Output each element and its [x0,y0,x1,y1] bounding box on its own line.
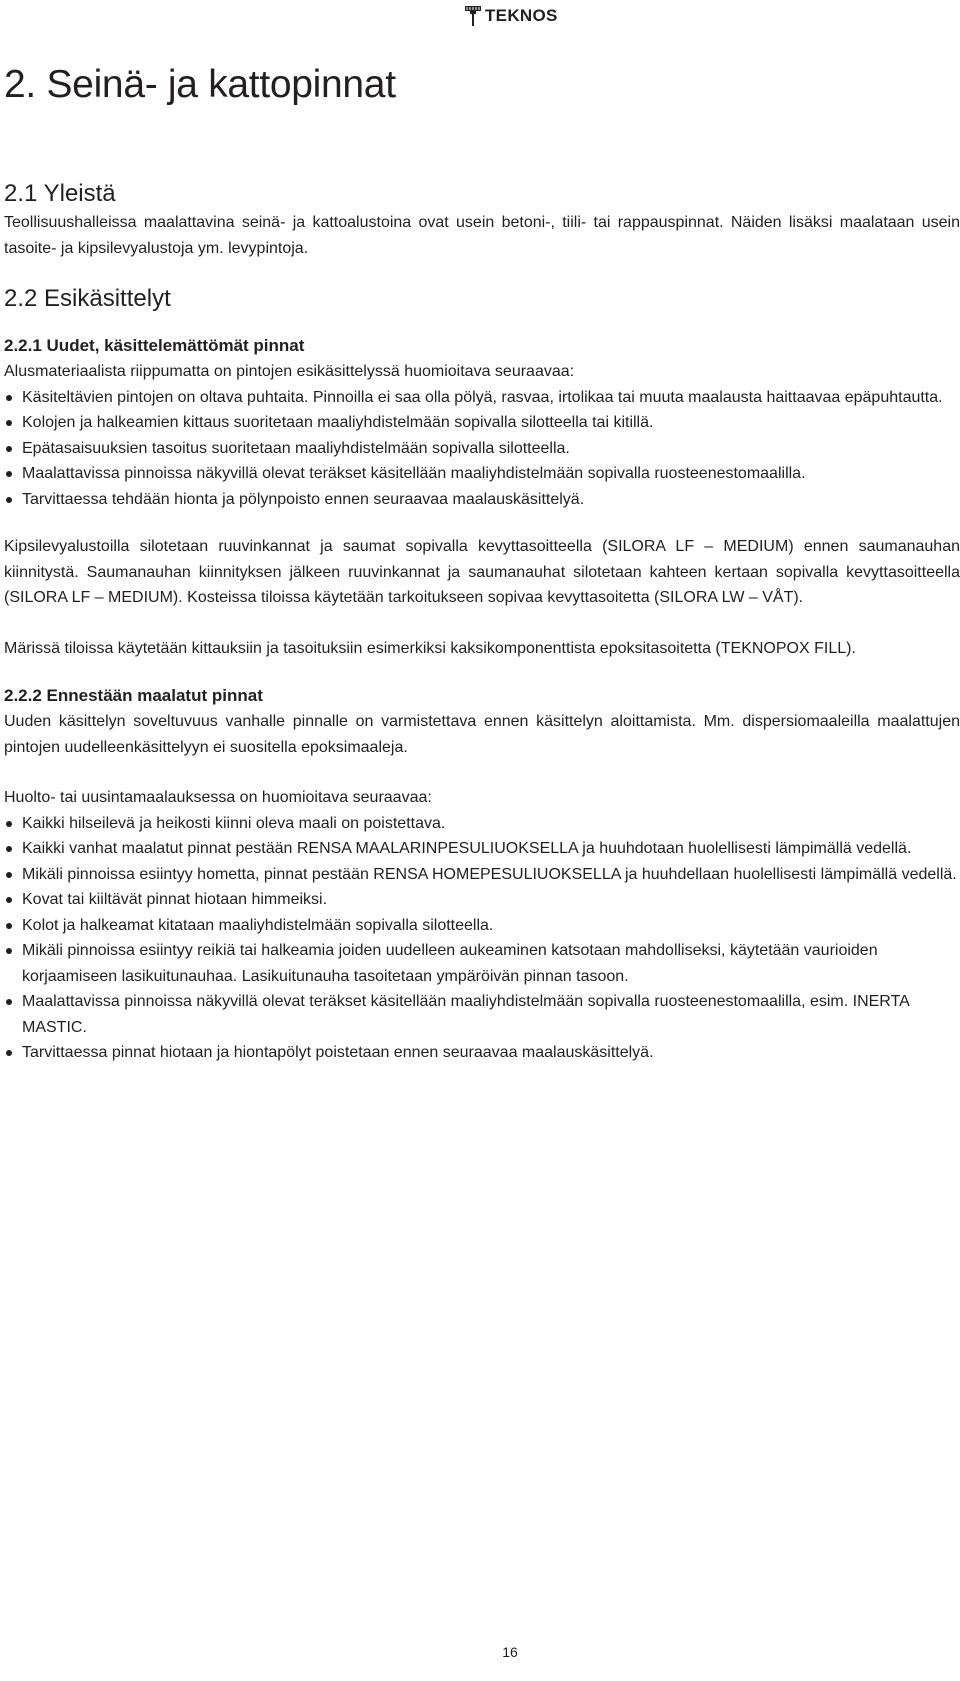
section-heading-2-2-2: 2.2.2 Ennestään maalatut pinnat [4,686,263,705]
section-2-2-1-intro: Alusmateriaalista riippumatta on pintojen esikäsittelyssä huomioitava seuraavaa: [4,363,575,380]
list-item: Kaikki hilseilevä ja heikosti kiinni oleva maali on poistettava. [4,811,960,837]
list-item: Mikäli pinnoissa esiintyy hometta, pinnat pestään RENSA HOMEPESULIUOKSELLA ja huuhdellaan huolellisesti lämpimällä vedellä. [4,862,960,888]
wet-rooms-paragraph: Märissä tiloissa käytetään kittauksiin ja tasoituksiin esimerkiksi kaksikomponenttista epoksitasoitetta (TEKNOPOX FILL). [4,639,856,657]
list-item: Mikäli pinnoissa esiintyy reikiä tai halkeamia joiden uudelleen aukeaminen katsotaan mahdolliseksi, käytetään vaurioiden korjaamiseen lasikuitunauhaa. Lasikuitunauha tasoitetaan ympäröivän pinnan tasoon. [4,938,960,989]
section-heading-2-2-1: 2.2.1 Uudet, käsittelemättömät pinnat [4,336,305,355]
page-number: 16 [502,1644,518,1660]
list-item: Käsiteltävien pintojen on oltava puhtaita. Pinnoilla ei saa olla pölyä, rasvaa, irtolikaa tai muuta maalausta haittaavaa epäpuhtautta. [4,385,960,411]
list-item: Tarvittaessa pinnat hiotaan ja hiontapölyt poistetaan ennen seuraavaa maalauskäsittelyä. [4,1040,960,1066]
list-item: Maalattavissa pinnoissa näkyvillä olevat teräkset käsitellään maaliyhdistelmään sopivalla ruosteenestomaalilla. [4,461,960,487]
teknos-logo [463,2,558,30]
section-2-1-text: Teollisuushalleissa maalattavina seinä- ja kattoalustoina ovat usein betoni-, tiili- tai rappauspinnat. Näiden lisäksi maalataan usein tasoite- ja kipsilevyalustoja ym. levypintoja. [4,214,960,257]
section-heading-2-1: 2.1 Yleistä [4,180,116,207]
logo-text: TEKNOS [485,6,558,25]
section-2-2-2-bullet-list [4,811,960,1066]
section-2-2-2-intro: Uuden käsittelyn soveltuvuus vanhalle pinnalle on varmistettava ennen käsittelyn aloittamista. Mm. dispersiomaaleilla maalattujen pintojen uudelleenkäsittelyyn ei suositella epoksimaaleja. [4,713,960,756]
section-heading-2-2: 2.2 Esikäsittelyt [4,285,171,312]
page-title: 2. Seinä- ja kattopinnat [4,63,396,106]
section-2-2-2-lead: Huolto- tai uusintamaalauksessa on huomioitava seuraavaa: [4,789,432,806]
brush-icon [463,4,483,28]
list-item: Kaikki vanhat maalatut pinnat pestään RENSA MAALARINPESULIUOKSELLA ja huuhdotaan huolellisesti lämpimällä vedellä. [4,836,960,862]
section-2-2-1-bullet-list [4,385,960,513]
gypsum-board-paragraph: Kipsilevyalustoilla silotetaan ruuvinkannat ja saumat sopivalla kevyttasoitteella (SILORA LF – MEDIUM) ennen saumanauhan kiinnitystä. Saumanauhan kiinnityksen jälkeen ruuvinkannat ja saumanauhat silotetaan kahteen kertaan sopivalla kevyttasoitteella (SILORA LF – MEDIUM). Kosteissa tiloissa käytetään tarkoitukseen sopivaa kevyttasoitetta (SILORA LW – VÅT). [4,538,960,606]
list-item: Tarvittaessa tehdään hionta ja pölynpoisto ennen seuraavaa maalauskäsittelyä. [4,487,960,513]
list-item: Kovat tai kiiltävät pinnat hiotaan himmeiksi. [4,887,960,913]
document-content [4,58,960,1066]
list-item: Kolojen ja halkeamien kittaus suoritetaan maaliyhdistelmään sopivalla silotteella tai kitillä. [4,410,960,436]
list-item: Kolot ja halkeamat kitataan maaliyhdistelmään sopivalla silotteella. [4,913,960,939]
list-item: Epätasaisuuksien tasoitus suoritetaan maaliyhdistelmään sopivalla silotteella. [4,436,960,462]
list-item: Maalattavissa pinnoissa näkyvillä olevat teräkset käsitellään maaliyhdistelmään sopivalla ruosteenestomaalilla, esim. INERTA MASTIC. [4,989,960,1040]
